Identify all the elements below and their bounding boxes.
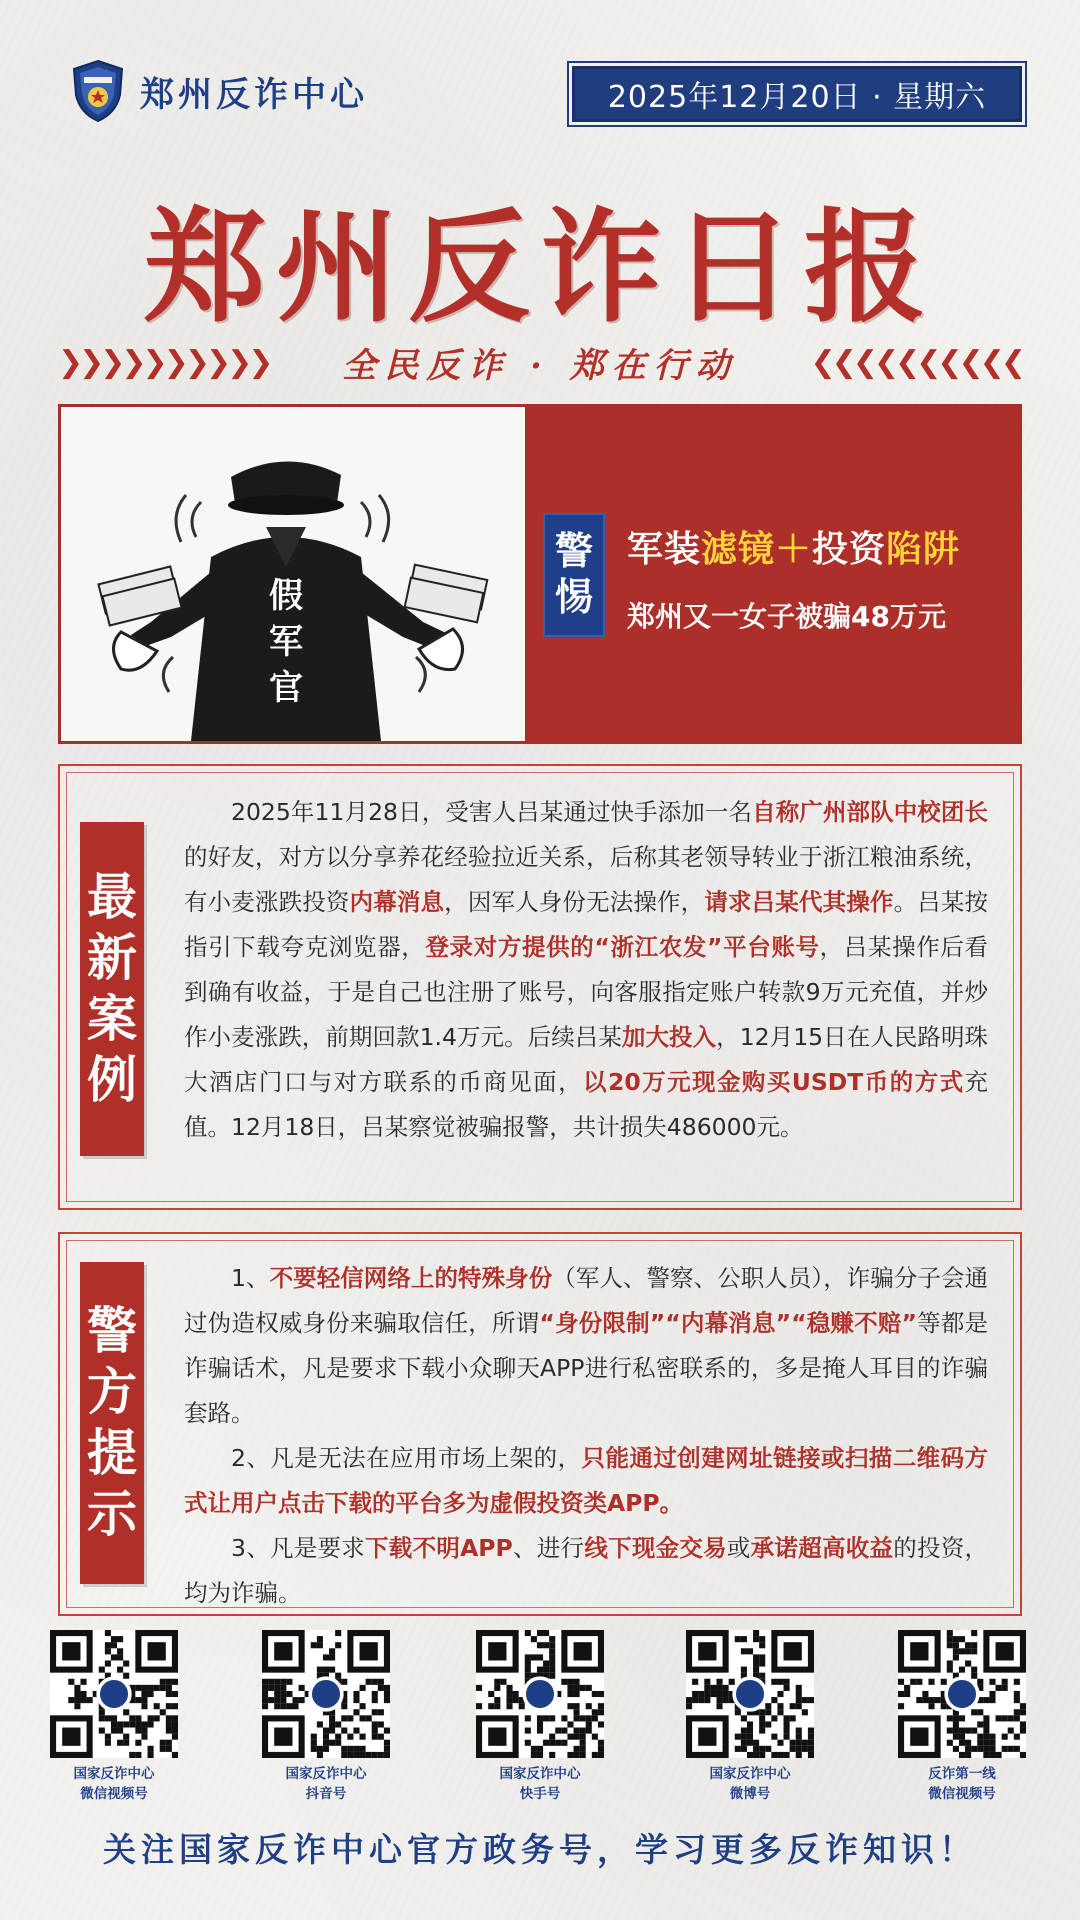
qr-caption-line2: 抖音号: [305, 1786, 347, 1802]
qr-caption-line1: 国家反诈中心: [499, 1766, 581, 1782]
highlighted-text: 承诺超高收益: [750, 1534, 894, 1562]
qr-caption-line1: 国家反诈中心: [709, 1766, 791, 1782]
body-text: 2、凡是无法在应用市场上架的，: [231, 1444, 582, 1472]
qr-caption-line2: 微博号: [729, 1786, 771, 1802]
alert-headline: [627, 521, 960, 572]
paragraph: [184, 1256, 988, 1436]
qr-caption-line2: 微信视频号: [928, 1786, 996, 1802]
footer-slogan: 关注国家反诈中心官方政务号，学习更多反诈知识！: [103, 1830, 977, 1869]
body-text: （军人、警察、公职人员），诈骗分子会通过伪造权威身份来骗取信任，所谓: [184, 1264, 989, 1337]
qr-caption-line1: 国家反诈中心: [73, 1766, 155, 1782]
case-body-text: [184, 790, 988, 1150]
alert-tag: [543, 513, 605, 637]
body-text: 的好友，对方以分享养花经验拉近关系，后称其老领导转业于浙江粮油系统，有小麦涨跌投资: [184, 843, 988, 916]
headline-part: 军装: [627, 529, 702, 570]
slogan-row: [58, 342, 1022, 386]
latest-case-section: [58, 764, 1022, 1210]
body-text: 等都是诈骗话术，凡是要求下载小众聊天APP进行私密联系的，多是掩人耳目的诈骗套路。: [184, 1309, 989, 1427]
tips-body-text: [184, 1256, 988, 1616]
coat-char-2: 军: [269, 622, 303, 662]
brand-name: 郑州反诈中心: [140, 74, 368, 115]
qr-item[interactable]: [892, 1630, 1032, 1804]
label-char: 示: [87, 1485, 137, 1543]
highlighted-text: 只能通过创建网址链接或扫描二维码方式让用户点击下载的平台多为虚假投资类APP。: [184, 1444, 989, 1517]
qr-code-icon[interactable]: [50, 1630, 178, 1758]
body-text: ，吕某操作后看到确有收益，于是自己也注册了账号，向客服指定账户转款9万元充值，并炒作小麦涨跌，前期回款1.4万元。后续吕某: [184, 933, 989, 1051]
body-text: 2025年11月28日，受害人吕某通过快手添加一名: [231, 798, 753, 826]
fake-officer-illustration: [61, 407, 525, 741]
slogan: 全民反诈 · 郑在行动: [342, 345, 738, 386]
body-text: 。吕某按指引下载夸克浏览器，: [184, 888, 989, 961]
police-tips-section: [58, 1232, 1022, 1616]
body-text: 的投资，均为诈骗。: [184, 1534, 989, 1607]
alert-tag-char: 惕: [554, 575, 593, 619]
highlighted-text: “身份限制”“内幕消息”“稳赚不赔”: [539, 1309, 917, 1337]
police-tips-label: [80, 1262, 144, 1584]
qr-item[interactable]: [680, 1630, 820, 1804]
qr-caption-line2: 快手号: [519, 1786, 561, 1802]
highlighted-text: 以20万元现金购买USDT币的方式: [583, 1068, 965, 1096]
headline-part: 投资: [812, 529, 887, 570]
body-text: 或: [726, 1534, 751, 1562]
headline-part: 陷阱: [886, 529, 961, 570]
body-text: 充值。12月18日，吕某察觉被骗报警，共计损失486000元。: [184, 1068, 989, 1141]
coat-char-1: 假: [269, 576, 303, 616]
label-char: 警: [87, 1302, 137, 1360]
qr-item[interactable]: [256, 1630, 396, 1804]
alert-red-panel: [525, 407, 1019, 741]
date-banner: 2025年12月20日 · 星期六: [572, 66, 1022, 122]
qr-caption-line2: 微信视频号: [80, 1786, 148, 1802]
qr-caption-line1: 国家反诈中心: [285, 1766, 367, 1782]
chevron-right-decoration-icon: ❯❯❯❯❯❯❯❯❯❯: [58, 344, 270, 380]
latest-case-label: [80, 822, 144, 1156]
qr-code-row: [44, 1630, 1036, 1802]
qr-caption-line1: 反诈第一线: [928, 1766, 996, 1782]
body-text: ，12月15日在人民路明珠大酒店门口与对方联系的币商见面，: [184, 1023, 989, 1096]
masthead-title: 郑州反诈日报: [144, 195, 936, 339]
coat-char-3: 官: [269, 668, 303, 708]
body-text: 3、凡是要求: [231, 1534, 366, 1562]
highlighted-text: 加大投入: [621, 1023, 717, 1051]
label-char: 例: [87, 1051, 137, 1109]
highlighted-text: 线下现金交易: [584, 1534, 727, 1562]
highlighted-text: 登录对方提供的“浙江农发”平台账号: [425, 933, 820, 961]
alert-subheadline: 郑州又一女子被骗48万元: [627, 600, 946, 633]
label-char: 方: [87, 1363, 137, 1421]
highlighted-text: 下载不明APP: [365, 1534, 513, 1562]
paragraph: [184, 1436, 988, 1526]
label-char: 提: [87, 1424, 137, 1482]
police-badge-icon: [70, 59, 126, 123]
highlighted-text: 不要轻信网络上的特殊身份: [269, 1264, 553, 1292]
label-char: 最: [87, 868, 137, 926]
fake-officer-drawing: [61, 407, 525, 741]
qr-item[interactable]: [470, 1630, 610, 1804]
highlighted-text: 内幕消息: [349, 888, 445, 916]
headline-part: 滤镜＋: [701, 529, 813, 570]
qr-code-icon[interactable]: [686, 1630, 814, 1758]
brand: [70, 56, 368, 126]
label-char: 案: [87, 990, 137, 1048]
chevron-left-decoration-icon: ❮❮❮❮❮❮❮❮❮❮: [810, 344, 1022, 380]
body-text: ，因军人身份无法操作，: [444, 888, 705, 916]
qr-code-icon[interactable]: [262, 1630, 390, 1758]
paragraph: [184, 790, 988, 1150]
body-text: 1、: [231, 1264, 270, 1292]
qr-code-icon[interactable]: [476, 1630, 604, 1758]
alert-block: [58, 404, 1022, 744]
qr-item[interactable]: [44, 1630, 184, 1804]
highlighted-text: 请求吕某代其操作: [704, 888, 894, 916]
body-text: 、进行: [512, 1534, 585, 1562]
alert-tag-char: 警: [554, 529, 593, 574]
label-char: 新: [87, 929, 137, 987]
qr-code-icon[interactable]: [898, 1630, 1026, 1758]
highlighted-text: 自称广州部队中校团长: [752, 798, 988, 826]
paragraph: [184, 1526, 988, 1616]
